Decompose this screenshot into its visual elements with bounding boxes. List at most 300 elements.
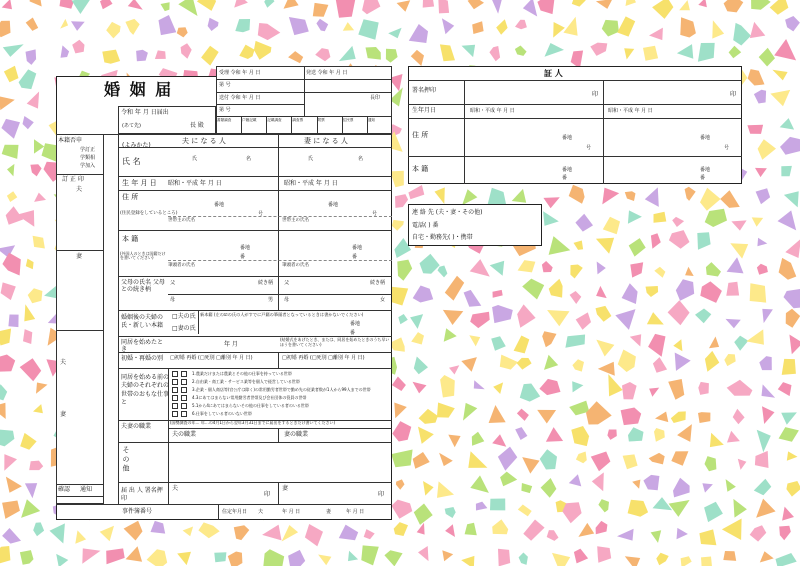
wife-daughter: 女 bbox=[380, 297, 386, 303]
confetti-shape bbox=[490, 261, 505, 276]
confetti-shape bbox=[726, 319, 741, 328]
husband-job-checkbox[interactable] bbox=[172, 371, 178, 377]
name-label: 氏 名 bbox=[122, 157, 141, 166]
confetti-shape bbox=[786, 309, 800, 328]
confetti-shape bbox=[258, 23, 281, 40]
confetti-shape bbox=[392, 377, 406, 392]
parents-label: 父母の氏名 父母との続き柄 bbox=[121, 279, 165, 293]
wife-job-checkbox[interactable] bbox=[181, 371, 187, 377]
husband-mother: 母 bbox=[170, 297, 176, 303]
confetti-shape bbox=[517, 304, 535, 327]
confetti-shape bbox=[780, 137, 800, 155]
confetti-shape bbox=[0, 546, 10, 564]
confetti-shape bbox=[542, 261, 553, 272]
office-col-label: 通知 bbox=[367, 118, 376, 122]
confetti-shape bbox=[597, 546, 611, 563]
confetti-shape bbox=[646, 286, 659, 297]
witness1-banchi: 番地 bbox=[562, 135, 573, 141]
confetti-shape bbox=[36, 383, 48, 394]
confetti-shape bbox=[437, 403, 455, 418]
confetti-shape bbox=[724, 0, 744, 12]
confetti-shape bbox=[316, 19, 328, 32]
confetti-shape bbox=[1, 119, 20, 139]
confetti-shape bbox=[625, 556, 640, 566]
confetti-shape bbox=[262, 525, 281, 541]
confetti-shape bbox=[313, 3, 329, 17]
residence-date-label: 住定年月日 bbox=[222, 509, 248, 515]
confetti-shape bbox=[677, 44, 693, 59]
confetti-shape bbox=[366, 47, 381, 60]
confetti-shape bbox=[147, 549, 168, 566]
confetti-shape bbox=[759, 48, 775, 67]
confetti-shape bbox=[498, 549, 510, 566]
left-husband-2: 夫 bbox=[60, 359, 67, 366]
confetti-shape bbox=[699, 529, 716, 545]
signer-wife: 妻 bbox=[282, 485, 289, 492]
confetti-shape bbox=[444, 328, 457, 342]
confetti-shape bbox=[462, 189, 477, 205]
confetti-shape bbox=[747, 125, 763, 134]
confetti-shape bbox=[413, 382, 427, 394]
confetti-shape bbox=[414, 357, 428, 375]
confetti-shape bbox=[442, 18, 454, 34]
confetti-shape bbox=[615, 309, 635, 330]
confetti-shape bbox=[523, 0, 537, 17]
confetti-shape bbox=[26, 18, 39, 31]
confetti-shape bbox=[318, 555, 331, 566]
cohabit-note: (結婚式をあげたとき、または、同居を始めたときのうち早いほうを書いてください) bbox=[280, 337, 390, 347]
confetti-shape bbox=[470, 259, 490, 277]
confetti-shape bbox=[654, 212, 667, 223]
confetti-shape bbox=[521, 483, 532, 493]
confetti-shape bbox=[759, 356, 772, 370]
confetti-shape bbox=[757, 238, 767, 246]
confetti-shape bbox=[705, 209, 727, 227]
confetti-shape bbox=[748, 69, 765, 85]
office-col-label: 戸籍記載 bbox=[242, 118, 257, 122]
confetti-shape bbox=[264, 0, 274, 8]
confetti-shape bbox=[755, 168, 767, 177]
confetti-shape bbox=[100, 0, 113, 9]
husband-first-value[interactable]: □初婚 再婚 (□死別 □離別 年 月 日) bbox=[170, 355, 253, 361]
confetti-shape bbox=[128, 0, 143, 10]
confetti-shape bbox=[772, 70, 787, 81]
confetti-shape bbox=[570, 265, 582, 279]
confetti-shape bbox=[758, 139, 776, 160]
confetti-shape bbox=[726, 479, 736, 492]
confetti-shape bbox=[75, 530, 86, 543]
confetti-shape bbox=[547, 530, 559, 541]
confetti-shape bbox=[82, 548, 100, 563]
confetti-shape bbox=[734, 336, 748, 351]
confetti-shape bbox=[440, 44, 455, 61]
residence-husband: 夫 bbox=[258, 509, 264, 515]
confetti-shape bbox=[443, 310, 463, 325]
husband-son: 男 bbox=[268, 297, 274, 303]
husband-surname-label: 氏 bbox=[192, 156, 198, 162]
confetti-shape bbox=[537, 410, 556, 424]
left-stamp-head: 本籍否申 bbox=[58, 137, 83, 144]
confetti-shape bbox=[602, 188, 619, 205]
confetti-shape bbox=[234, 525, 250, 540]
confetti-shape bbox=[645, 187, 659, 207]
confetti-shape bbox=[786, 481, 800, 497]
witness-title: 証 人 bbox=[544, 69, 563, 78]
confetti-shape bbox=[731, 220, 746, 230]
confetti-shape bbox=[756, 499, 776, 518]
confetti-shape bbox=[465, 523, 477, 536]
confetti-shape bbox=[284, 0, 299, 9]
confetti-shape bbox=[489, 46, 500, 61]
confetti-shape bbox=[463, 403, 477, 421]
confetti-shape bbox=[652, 0, 673, 19]
confetti-shape bbox=[669, 230, 690, 249]
confetti-shape bbox=[547, 310, 569, 326]
witness1-birth: 昭和・平成 年 月 日 bbox=[470, 108, 515, 114]
new-honseki-banchi: 番地 bbox=[350, 321, 361, 327]
husband-job-checkbox[interactable] bbox=[172, 395, 178, 401]
after-label: 婚姻後の夫婦の氏・新しい本籍 bbox=[121, 314, 164, 329]
confetti-shape bbox=[621, 408, 642, 426]
confetti-shape bbox=[26, 49, 37, 65]
confetti-shape bbox=[762, 384, 776, 397]
confetti-shape bbox=[106, 22, 120, 39]
confetti-shape bbox=[438, 0, 449, 13]
confetti-shape bbox=[517, 409, 529, 421]
confetti-shape bbox=[72, 0, 93, 14]
confetti-shape bbox=[392, 220, 404, 231]
new-honseki-ban: 番 bbox=[350, 330, 356, 336]
confetti-shape bbox=[388, 28, 401, 39]
confetti-shape bbox=[445, 276, 464, 301]
confetti-shape bbox=[680, 17, 696, 37]
confetti-shape bbox=[552, 553, 570, 566]
confetti-shape bbox=[496, 19, 507, 34]
receipt-line2: 第 号 bbox=[219, 82, 231, 88]
confetti-shape bbox=[491, 336, 506, 350]
confetti-shape bbox=[208, 18, 219, 31]
confetti-shape bbox=[705, 456, 717, 471]
confetti-shape bbox=[518, 505, 532, 517]
left-item-2: 学類相 bbox=[80, 155, 96, 161]
wife-relation: 続き柄 bbox=[370, 280, 386, 286]
confetti-shape bbox=[442, 550, 453, 561]
confetti-shape bbox=[288, 51, 303, 63]
confetti-shape bbox=[779, 258, 797, 280]
confetti-shape bbox=[492, 305, 513, 323]
confetti-shape bbox=[397, 0, 411, 11]
confetti-shape bbox=[603, 217, 620, 235]
confetti-shape bbox=[364, 529, 375, 539]
confetti-shape bbox=[572, 381, 583, 392]
confetti-shape bbox=[785, 16, 800, 31]
confetti-shape bbox=[727, 257, 744, 273]
job-option: 4.3にあてはまらない常用勤労者世帯及び会社団体の役員の世帯 bbox=[192, 395, 307, 400]
confetti-shape bbox=[445, 507, 456, 518]
confetti-shape bbox=[591, 452, 611, 472]
confetti-shape bbox=[177, 27, 188, 37]
confetti-shape bbox=[597, 262, 606, 275]
confetti-shape bbox=[492, 519, 508, 534]
occupation-note: (国勢調査の年… 年…の4月1日から翌年3月31日までに届出をするときだけ書いてください) bbox=[170, 420, 336, 425]
confetti-shape bbox=[178, 0, 197, 16]
witness1-seal: 印 bbox=[592, 91, 599, 98]
confetti-shape bbox=[413, 286, 434, 303]
confetti-shape bbox=[542, 331, 556, 347]
confetti-shape bbox=[198, 522, 219, 538]
confetti-shape bbox=[752, 217, 764, 226]
confetti-shape bbox=[685, 267, 694, 276]
confetti-shape bbox=[7, 191, 17, 202]
confetti-shape bbox=[391, 450, 412, 468]
confetti-shape bbox=[343, 22, 354, 31]
confetti-shape bbox=[553, 22, 565, 38]
confetti-shape bbox=[675, 353, 691, 371]
confetti-shape bbox=[549, 279, 563, 298]
husband-job-checkbox[interactable] bbox=[172, 387, 178, 393]
confetti-shape bbox=[445, 524, 455, 537]
husband-job-checkbox[interactable] bbox=[172, 411, 178, 417]
witness-birth-label: 生年月日 bbox=[412, 107, 437, 114]
confetti-shape bbox=[779, 427, 799, 442]
confetti-shape bbox=[520, 384, 540, 402]
confetti-shape bbox=[27, 92, 39, 109]
wife-first-value[interactable]: □初婚 再婚 (□死別 □離別 年 月 日) bbox=[282, 355, 365, 361]
first-label: 初婚・再婚の別 bbox=[121, 355, 164, 362]
confetti-shape bbox=[410, 314, 423, 329]
confetti-shape bbox=[336, 0, 356, 18]
confetti-shape bbox=[751, 0, 771, 10]
confetti-shape bbox=[1, 282, 16, 300]
confetti-shape bbox=[515, 20, 527, 30]
confetti-shape bbox=[8, 315, 18, 328]
confetti-shape bbox=[784, 191, 799, 207]
wife-honseki-ban: 番 bbox=[352, 254, 358, 260]
confetti-shape bbox=[704, 502, 723, 522]
confetti-shape bbox=[183, 527, 194, 537]
confetti-shape bbox=[151, 521, 166, 534]
confetti-shape bbox=[29, 461, 43, 471]
wife-father: 父 bbox=[284, 280, 290, 286]
husband-honseki-banchi: 番地 bbox=[240, 245, 251, 251]
wife-job-checkbox[interactable] bbox=[181, 395, 187, 401]
confetti-shape bbox=[649, 453, 665, 465]
confetti-shape bbox=[701, 557, 712, 566]
date-line: 令和 年 月 日届出 bbox=[121, 109, 169, 116]
confetti-shape bbox=[539, 379, 560, 395]
birth-label: 生 年 月 日 bbox=[122, 179, 157, 187]
confetti-shape bbox=[756, 188, 771, 204]
confetti-shape bbox=[629, 238, 646, 257]
husband-honseki-ban: 番 bbox=[240, 254, 246, 260]
left-wife-2: 妻 bbox=[60, 411, 67, 418]
receipt-line1: 受理 令和 年 月 日 bbox=[219, 70, 261, 76]
confetti-shape bbox=[487, 188, 506, 206]
confetti-shape bbox=[472, 21, 483, 34]
job-option: 6.仕事をしている者のいない世帯 bbox=[192, 411, 252, 416]
cohabit-label: 同居を始めたとき bbox=[121, 339, 164, 354]
confetti-shape bbox=[727, 380, 753, 396]
confetti-shape bbox=[651, 233, 661, 249]
confetti-shape bbox=[706, 262, 721, 276]
confetti-shape bbox=[596, 286, 607, 298]
confetti-shape bbox=[651, 530, 662, 543]
confetti-shape bbox=[72, 40, 84, 54]
confetti-shape bbox=[289, 17, 309, 35]
confetti-shape bbox=[695, 309, 711, 324]
wife-job-checkbox[interactable] bbox=[181, 411, 187, 417]
confetti-shape bbox=[592, 472, 604, 491]
confetti-shape bbox=[492, 434, 506, 447]
confetti-shape bbox=[757, 430, 771, 453]
confetti-shape bbox=[476, 502, 488, 511]
husband-job-label: 夫の職業 bbox=[172, 431, 197, 438]
confetti-shape bbox=[161, 2, 170, 11]
confetti-shape bbox=[779, 526, 791, 540]
confetti-shape bbox=[698, 382, 709, 395]
confetti-shape bbox=[500, 472, 517, 487]
confetti-shape bbox=[537, 0, 554, 14]
confetti-shape bbox=[395, 194, 408, 208]
attach-label: (あて先) bbox=[122, 123, 141, 129]
husband-job-checkbox[interactable] bbox=[172, 379, 178, 385]
confetti-shape bbox=[408, 185, 424, 199]
confetti-shape bbox=[677, 424, 692, 442]
left-item-3: 学加入 bbox=[80, 163, 96, 169]
wife-column-head: 妻 に な る 人 bbox=[304, 137, 348, 145]
confetti-shape bbox=[474, 380, 485, 389]
confetti-shape bbox=[668, 379, 684, 400]
confetti-shape bbox=[50, 523, 65, 543]
contact-place: 自宅・勤務先( )・携帯 bbox=[412, 234, 473, 241]
confetti-shape bbox=[625, 191, 636, 201]
confetti-shape bbox=[6, 477, 22, 493]
confetti-shape bbox=[590, 43, 607, 56]
confetti-shape bbox=[396, 479, 405, 489]
confetti-shape bbox=[572, 359, 584, 371]
confetti-shape bbox=[500, 355, 518, 370]
confetti-shape bbox=[181, 43, 192, 59]
confetti-shape bbox=[697, 232, 710, 250]
confetti-shape bbox=[782, 507, 794, 521]
wife-job-checkbox[interactable] bbox=[181, 387, 187, 393]
witness2-birth: 昭和・平成 年 月 日 bbox=[608, 108, 653, 114]
case-number-label: 事件簿番号 bbox=[122, 508, 153, 515]
left-correct: 訂 正 印 bbox=[62, 176, 84, 183]
confetti-shape bbox=[20, 550, 34, 565]
confetti-shape bbox=[2, 253, 20, 276]
confetti-shape bbox=[569, 185, 585, 204]
confetti-shape bbox=[413, 452, 430, 469]
confetti-shape bbox=[512, 189, 527, 203]
confetti-shape bbox=[361, 545, 379, 565]
confetti-shape bbox=[655, 412, 668, 423]
confetti-shape bbox=[733, 23, 751, 46]
confetti-shape bbox=[755, 451, 769, 468]
confetti-shape bbox=[780, 118, 794, 130]
confetti-shape bbox=[305, 524, 323, 546]
confetti-shape bbox=[56, 554, 68, 566]
confetti-shape bbox=[392, 421, 411, 441]
confetti-shape bbox=[26, 259, 34, 270]
confetti-shape bbox=[0, 384, 7, 400]
job-option: 5.1から4にあてはまらないその他の仕事をしている者のいる世帯 bbox=[192, 403, 309, 408]
confetti-shape bbox=[630, 262, 643, 277]
confetti-shape bbox=[438, 266, 448, 278]
wife-surname-option[interactable]: □妻の氏 bbox=[172, 325, 196, 332]
confetti-shape bbox=[498, 447, 517, 471]
confetti-shape bbox=[435, 187, 445, 204]
witness2-honseki-banchi: 番地 bbox=[700, 167, 711, 173]
confetti-shape bbox=[391, 500, 412, 519]
office-col-label: 附票 bbox=[317, 118, 325, 122]
confetti-shape bbox=[514, 336, 530, 354]
confetti-shape bbox=[234, 0, 248, 8]
confetti-shape bbox=[570, 291, 582, 304]
left-item-1: 学訂正 bbox=[80, 147, 96, 153]
confetti-shape bbox=[723, 551, 736, 561]
confetti-shape bbox=[727, 431, 740, 443]
confetti-shape bbox=[235, 19, 250, 32]
confetti-shape bbox=[617, 16, 635, 36]
confetti-shape bbox=[602, 20, 619, 37]
wife-surname-label: 氏 bbox=[308, 156, 314, 162]
confetti-shape bbox=[358, 19, 378, 40]
signer-wife-seal: 印 bbox=[378, 491, 385, 498]
wife-job-label: 妻の職業 bbox=[284, 431, 309, 438]
confetti-shape bbox=[254, 41, 272, 60]
confetti-shape bbox=[440, 375, 455, 398]
husband-job-checkbox[interactable] bbox=[172, 403, 178, 409]
confetti-shape bbox=[623, 454, 638, 469]
confetti-shape bbox=[679, 0, 690, 10]
confetti-shape bbox=[565, 335, 585, 348]
confetti-shape bbox=[423, 481, 434, 496]
receipt-line3b: 長印 bbox=[370, 95, 381, 101]
wife-job-checkbox[interactable] bbox=[181, 379, 187, 385]
wife-job-checkbox[interactable] bbox=[181, 403, 187, 409]
confetti-shape bbox=[754, 479, 772, 496]
confetti-shape bbox=[339, 525, 358, 541]
confetti-shape bbox=[596, 306, 612, 322]
confetti-shape bbox=[214, 552, 226, 562]
confetti-shape bbox=[598, 362, 615, 376]
husband-surname-option[interactable]: □夫の氏 bbox=[172, 313, 196, 320]
confetti-shape bbox=[672, 217, 684, 227]
office-col-label: 住民票 bbox=[342, 118, 354, 122]
confetti-shape bbox=[28, 288, 43, 303]
confetti-shape bbox=[789, 335, 800, 355]
residence-husband-ymd: 年 月 日 bbox=[282, 509, 301, 515]
confetti-shape bbox=[576, 312, 591, 329]
confetti-shape bbox=[545, 43, 565, 57]
confetti-shape bbox=[71, 21, 85, 31]
confetti-shape bbox=[20, 433, 36, 450]
confetti-shape bbox=[470, 312, 490, 328]
confetti-shape bbox=[468, 0, 484, 9]
confetti-shape bbox=[543, 197, 559, 208]
confetti-shape bbox=[656, 553, 668, 566]
confetti-shape bbox=[0, 96, 15, 110]
confetti-shape bbox=[23, 329, 32, 344]
confetti-shape bbox=[523, 520, 544, 541]
confetti-shape bbox=[762, 309, 773, 323]
witness2-seal: 印 bbox=[730, 91, 737, 98]
confetti-shape bbox=[574, 241, 584, 250]
confetti-shape bbox=[698, 412, 710, 423]
confetti-shape bbox=[673, 339, 682, 351]
husband-head-name: 筆頭者の氏名 bbox=[168, 263, 195, 268]
